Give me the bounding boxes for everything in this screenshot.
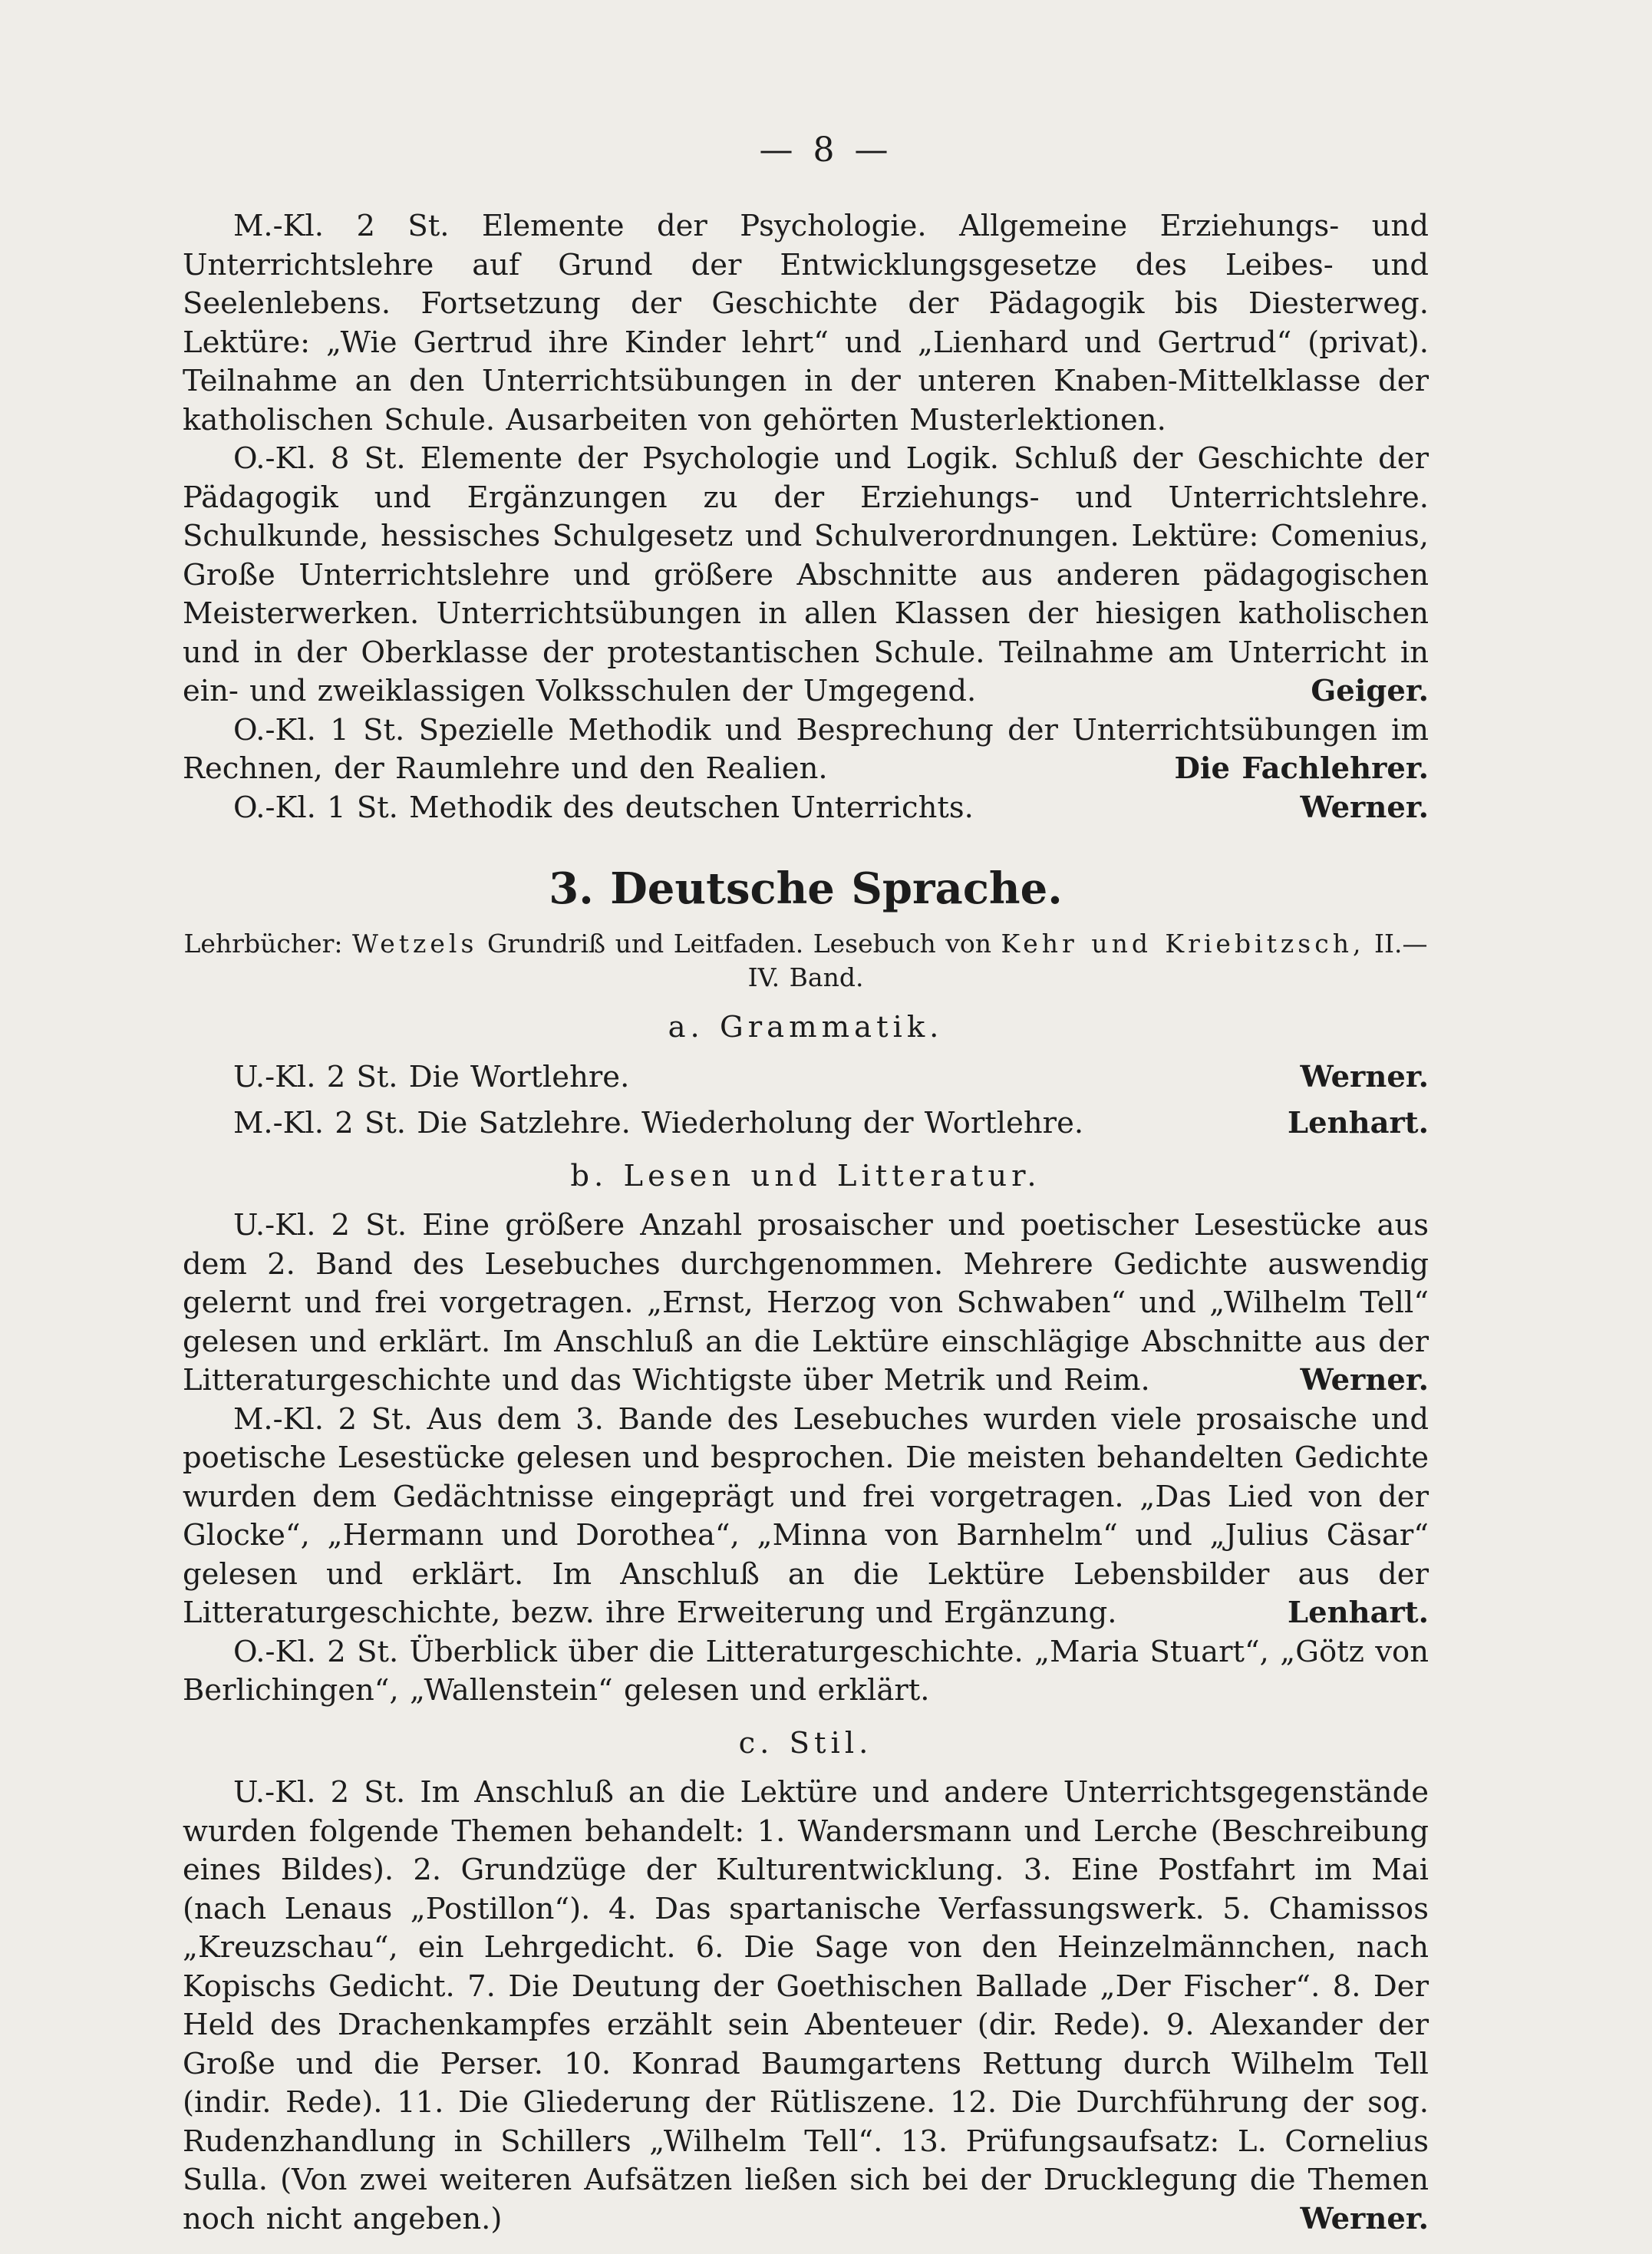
paragraph-text: O.-Kl. 1 St. Methodik des deutschen Unterrichts. xyxy=(233,790,974,825)
paragraph-text: M.-Kl. 2 St. Aus dem 3. Bande des Lesebuches wurden viele prosaische und poetische Lesestücke gelesen und besprochen. Die meisten behandelten Gedichte wurden dem Gedächtnisse eingeprägt und frei vorgetragen. „Das Lied von der Glocke“, „Hermann und Dorothea“, „Minna von Barnhelm“ und „Julius Cäsar“ gelesen und erklärt. Im Anschluß an die Lektüre Lebensbilder aus der Litteraturgeschichte, bezw. ihre Erweiterung und Ergänzung. xyxy=(183,1401,1429,1630)
paragraph-lesen-mittelklasse xyxy=(183,1401,1429,1633)
paragraph-oberklasse-methodik-deutsch xyxy=(183,789,1429,828)
textbooks-label: Lehrbücher: xyxy=(183,929,343,959)
teacher-signature: Geiger. xyxy=(1311,674,1429,708)
grammatik-row xyxy=(183,1104,1429,1144)
teacher-signature: Werner. xyxy=(1300,1363,1429,1398)
teacher-signature: Die Fachlehrer. xyxy=(1174,751,1429,786)
paragraph-lesen-oberklasse xyxy=(183,1633,1429,1711)
page-number: — 8 — xyxy=(759,130,893,170)
paragraph-text: U.-Kl. 2 St. Eine größere Anzahl prosaischer und poetischer Lesestücke aus dem 2. Band des Lesebuches durchgenommen. Mehrere Gedichte auswendig gelernt und frei vorgetragen. „Ernst, Herzog von Schwaben“ und „Wilhelm Tell“ gelesen und erklärt. Im Anschluß an die Lektüre einschlägige Abschnitte aus der Litteraturgeschichte und das Wichtigste über Metrik und Reim. xyxy=(183,1208,1429,1398)
teacher-signature: Lenhart. xyxy=(1288,1596,1429,1630)
paragraph-oberklasse-methodik-rechnen xyxy=(183,711,1429,789)
textbooks-text: Grundriß und Leitfaden. Lesebuch von xyxy=(486,929,991,959)
textbooks-author-2: Kehr und Kriebitzsch, xyxy=(1001,929,1365,959)
paragraph-text: M.-Kl. 2 St. Elemente der Psychologie. Allgemeine Erziehungs- und Unterrichtslehre auf Grund der Entwicklungsgesetze des Leibes- und Seelenlebens. Fortsetzung der Geschichte der Pädagogik bis Diesterweg. Lektüre: „Wie Gertrud ihre Kinder lehrt“ und „Lienhard und Gertrud“ (privat). Teilnahme an den Unterrichtsübungen in der unteren Knaben-Mittelklasse der katholischen Schule. Ausarbeiten von gehörten Musterlektionen. xyxy=(183,209,1429,437)
row-text: U.-Kl. 2 St. Die Wortlehre. xyxy=(233,1059,630,1094)
page-content xyxy=(183,207,1429,2239)
subsection-heading-stil: c. Stil. xyxy=(738,1725,873,1761)
subsection-heading-grammatik: a. Grammatik. xyxy=(668,1010,944,1044)
paragraph-text: O.-Kl. 8 St. Elemente der Psychologie und Logik. Schluß der Geschichte der Pädagogik und Ergänzungen zu der Erziehungs- und Unterrichtslehre. Schulkunde, hessisches Schulgesetz und Schulverordnungen. Lektüre: Comenius, Große Unterrichtslehre und größere Abschnitte aus anderen pädagogischen Meisterwerken. Unterrichtsübungen in allen Klassen der hiesigen katholischen und in der Oberklasse der protestantischen Schule. Teilnahme am Unterricht in ein- und zweiklassigen Volksschulen der Umgegend. xyxy=(183,441,1429,708)
textbooks-line xyxy=(183,927,1429,995)
paragraph-oberklasse-paedagogik xyxy=(183,440,1429,711)
textbooks-author: Wetzels xyxy=(352,929,478,959)
paragraph-lesen-unterklasse xyxy=(183,1206,1429,1401)
grammatik-row xyxy=(183,1058,1429,1097)
paragraph-text: O.-Kl. 2 St. Überblick über die Litteraturgeschichte. „Maria Stuart“, „Götz von Berlichingen“, „Wallenstein“ gelesen und erklärt. xyxy=(183,1634,1429,1708)
teacher-signature: Werner. xyxy=(1300,1059,1429,1094)
teacher-signature: Lenhart. xyxy=(1288,1106,1429,1140)
subsection-heading-lesen: b. Lesen und Litteratur. xyxy=(570,1158,1041,1193)
section-heading: 3. Deutsche Sprache. xyxy=(549,863,1063,914)
row-text: M.-Kl. 2 St. Die Satzlehre. Wiederholung der Wortlehre. xyxy=(233,1106,1084,1140)
teacher-signature: Werner. xyxy=(1300,790,1429,825)
textbooks-volume: II.—IV. Band. xyxy=(747,929,1428,992)
paragraph-text: O.-Kl. 1 St. Spezielle Methodik und Besprechung der Unterrichtsübungen im Rechnen, der Raumlehre und den Realien. xyxy=(183,712,1429,786)
teacher-signature: Werner. xyxy=(1300,2201,1429,2236)
paragraph-mittelklasse-paedagogik xyxy=(183,207,1429,440)
paragraph-text: U.-Kl. 2 St. Im Anschluß an die Lektüre und andere Unterrichtsgegenstände wurden folgende Themen behandelt: 1. Wandersmann und Lerche (Beschreibung eines Bildes). 2. Grundzüge der Kulturentwicklung. 3. Eine Postfahrt im Mai (nach Lenaus „Postillon“). 4. Das spartanische Verfassungswerk. 5. Chamissos „Kreuzschau“, ein Lehrgedicht. 6. Die Sage von den Heinzelmännchen, nach Kopischs Gedicht. 7. Die Deutung der Goethischen Ballade „Der Fischer“. 8. Der Held des Drachenkampfes erzählt sein Abenteuer (dir. Rede). 9. Alexander der Große und die Perser. 10. Konrad Baumgartens Rettung durch Wilhelm Tell (indir. Rede). 11. Die Gliederung der Rütliszene. 12. Die Durchführung der sog. Rudenzhandlung in Schillers „Wilhelm Tell“. 13. Prüfungsaufsatz: L. Cornelius Sulla. (Von zwei weiteren Aufsätzen ließen sich bei der Drucklegung die Themen noch nicht angeben.) xyxy=(183,1775,1429,2236)
paragraph-stil-unterklasse xyxy=(183,1774,1429,2239)
